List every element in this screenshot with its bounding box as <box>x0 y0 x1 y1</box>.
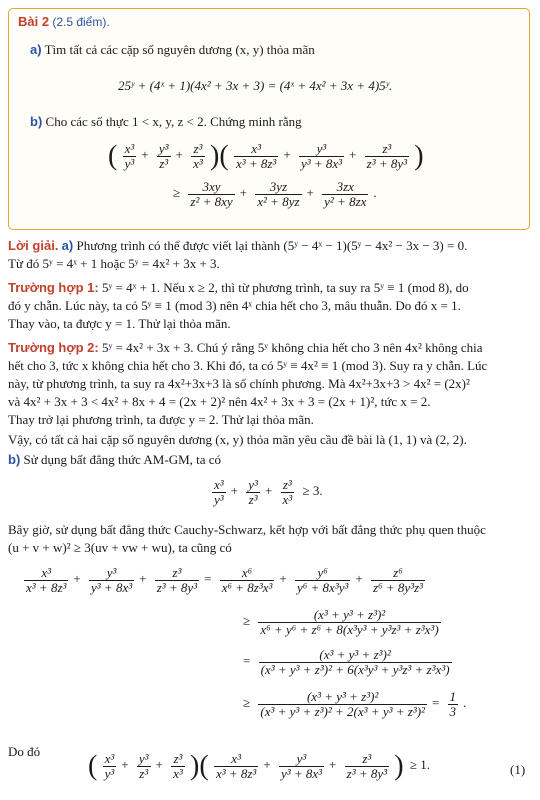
cs-chain-row3 <box>240 648 454 677</box>
math-operator: + <box>230 483 239 499</box>
fraction-numerator: z³ <box>362 751 372 766</box>
fraction-numerator: x³ <box>214 477 224 492</box>
fraction-denominator: y³ <box>124 156 135 171</box>
fraction <box>295 566 350 595</box>
solution-b-label: b) <box>8 452 21 467</box>
fraction <box>258 608 440 637</box>
cs-line1: Bây giờ, sử dụng bất đẳng thức Cauchy-Schwarz, kết hợp với bất đẳng thức phụ quen thuộc <box>8 522 486 537</box>
math-operator: ≥ <box>243 695 251 711</box>
math-operator: = <box>204 571 212 587</box>
math-operator: + <box>121 757 129 773</box>
case1-line1: Trường hợp 1: 5ʸ = 4ˣ + 1. Nếu x ≥ 2, thì từ phương trình, ta suy ra 5ʸ ≡ 1 (mod 8), do <box>8 280 469 295</box>
fraction-denominator: x³ + 8z³ <box>215 766 257 781</box>
math-operator: + <box>264 483 273 499</box>
fraction-numerator: (x³ + y³ + z³)² <box>313 607 386 622</box>
fraction-numerator: z³ <box>172 565 182 580</box>
fraction-denominator: y³ <box>104 766 115 781</box>
cs-chain-row1 <box>22 566 427 595</box>
part-a-prompt <box>30 42 315 58</box>
fraction <box>246 478 260 507</box>
fraction-denominator: x⁶ + y⁶ + z⁶ + 8(x³y³ + y³z³ + z³x³) <box>260 622 439 637</box>
math-operator: + <box>279 571 287 587</box>
equation-number: (1) <box>510 762 526 777</box>
fraction-denominator: y³ + 8x³ <box>280 766 323 781</box>
math-operator: + <box>329 757 337 773</box>
math-operator: = <box>431 695 440 711</box>
solution-a-label: a) <box>61 238 74 253</box>
problem-points: (2.5 điểm). <box>52 15 110 29</box>
fraction <box>371 566 425 595</box>
conclusion: Vậy, có tất cả hai cặp số nguyên dương (x, y) thỏa mãn yêu cầu đề bài là (1, 1) và (2, 2). <box>8 432 467 447</box>
fraction-denominator: (x³ + y³ + z³)² + 2(x³ + y³ + z³)² <box>260 704 425 719</box>
math-operator: ) <box>414 140 424 172</box>
math-operator: ≥ 3. <box>302 483 323 499</box>
fraction <box>214 752 258 781</box>
math-operator: + <box>263 757 271 773</box>
solution-heading: Lời giải. <box>8 238 59 253</box>
fraction-numerator: y³ <box>158 141 169 156</box>
fraction-denominator: x³ + 8z³ <box>235 156 277 171</box>
fraction-denominator: x⁶ + 8z³x³ <box>221 580 273 595</box>
inequality-b-line2 <box>170 180 380 209</box>
frac-b3 <box>365 142 409 171</box>
fraction-denominator: y⁶ + 8x³y³ <box>296 580 349 595</box>
math-operator: + <box>349 147 357 163</box>
fraction-numerator: x³ <box>124 141 135 156</box>
fraction-numerator: x³ <box>104 751 115 766</box>
amgm-inequality <box>210 478 326 507</box>
fraction-numerator: y³ <box>296 751 307 766</box>
math-operator: + <box>141 147 149 163</box>
case2-line2: hết cho 3, tức x không chia hết cho 3. Khi đó, ta có 5ʸ ≡ 4x² ≡ 1 (mod 3). Suy ra y chẵn. Lúc <box>8 358 488 373</box>
fraction <box>258 690 427 719</box>
fraction-denominator: x² + 8yz <box>257 194 300 209</box>
frac-b2 <box>299 142 344 171</box>
fraction <box>259 648 452 677</box>
inequality-b-line1 <box>108 142 424 171</box>
case2-line1: Trường hợp 2: 5ʸ = 4x² + 3x + 3. Chú ý rằng 5ʸ không chia hết cho 3 nên 4x² không chia <box>8 340 483 355</box>
math-operator: + <box>155 757 163 773</box>
fraction <box>279 752 324 781</box>
fraction <box>155 566 199 595</box>
math-operator: + <box>175 147 183 163</box>
fraction <box>24 566 68 595</box>
fraction-denominator: z³ <box>246 492 260 507</box>
math-operator: = <box>243 653 251 669</box>
fraction-denominator: z³ + 8y³ <box>156 580 198 595</box>
case2-label: Trường hợp 2: <box>8 340 99 355</box>
fraction-denominator: 3 <box>449 704 457 719</box>
part-b-text: Cho các số thực 1 < x, y, z < 2. Chứng minh rằng <box>45 114 302 129</box>
fraction-denominator: z³ <box>137 766 151 781</box>
math-operator: + <box>306 185 314 201</box>
fraction-numerator: x⁶ <box>241 565 253 580</box>
fraction-numerator: z³ <box>282 477 292 492</box>
fraction-numerator: x³ <box>231 751 241 766</box>
fraction-denominator: x³ <box>193 156 203 171</box>
fraction-numerator: y⁶ <box>317 565 328 580</box>
fraction <box>448 690 459 719</box>
frac-y3-z3 <box>157 142 171 171</box>
part-a-text: Tìm tất cả các cặp số nguyên dương (x, y) thỏa mãn <box>44 42 315 57</box>
math-operator: + <box>73 571 81 587</box>
part-b-prompt <box>30 114 302 130</box>
problem-title: Bài 2 <box>18 14 50 29</box>
fraction-denominator: z³ + 8y³ <box>366 156 408 171</box>
fraction-numerator: z³ <box>173 751 183 766</box>
fraction-denominator: x³ + 8z³ <box>26 580 67 595</box>
math-operator: ( <box>108 140 118 172</box>
fraction <box>171 752 185 781</box>
fraction-denominator: z⁶ + 8y³z³ <box>372 580 423 595</box>
frac-3yz <box>255 180 301 209</box>
fraction-denominator: y³ <box>214 492 224 507</box>
fraction-numerator: y³ <box>248 477 258 492</box>
fraction <box>281 478 295 507</box>
fraction <box>103 752 117 781</box>
case2-line3: này, từ phương trình, ta suy ra 4x²+3x+3 là số chính phương. Mà 4x²+3x+3 > 4x² = (2x)² <box>8 376 470 391</box>
fraction-numerator: 1 <box>449 689 457 704</box>
case1-line2: đó y chẵn. Lúc này, ta có 5ʸ ≡ 1 (mod 3) nên 4ˣ chia hết cho 3, mâu thuẫn. Do đó x = 1. <box>8 298 461 313</box>
fraction <box>137 752 151 781</box>
fraction-numerator: y³ <box>106 565 117 580</box>
fraction-numerator: x³ <box>41 565 52 580</box>
math-operator: ≥ <box>243 613 251 629</box>
fraction-numerator: y³ <box>316 141 327 156</box>
fraction-numerator: (x³ + y³ + z³)² <box>319 647 391 662</box>
fraction <box>345 752 389 781</box>
fraction-numerator: z³ <box>193 141 203 156</box>
fraction-denominator: y³ + 8x³ <box>91 580 133 595</box>
math-operator: ≥ 1. <box>409 757 431 773</box>
fraction-numerator: 3xy <box>202 179 221 194</box>
math-operator: . <box>373 185 377 201</box>
solution-line1: Lời giải. a) Phương trình có thể được viết lại thành (5ʸ − 4ˣ − 1)(5ʸ − 4x² − 3x − 3) = 0. <box>8 238 468 253</box>
fraction-numerator: 3yz <box>269 179 288 194</box>
fraction-denominator: y³ + 8x³ <box>300 156 343 171</box>
case1-line3: Thay vào, ta được y = 1. Thử lại thỏa mãn. <box>8 316 231 331</box>
fraction-numerator: z⁶ <box>393 565 403 580</box>
fraction-numerator: 3zx <box>336 179 354 194</box>
math-operator: + <box>283 147 291 163</box>
part-b-intro: b) Sử dụng bất đẳng thức AM-GM, ta có <box>8 452 222 467</box>
frac-x3-y3 <box>123 142 137 171</box>
equation-a: 25ʸ + (4ˣ + 1)(4x² + 3x + 3) = (4ˣ + 4x² + 3x + 4)5ʸ. <box>118 78 393 93</box>
fraction-denominator: x³ <box>173 766 183 781</box>
fraction-denominator: z³ <box>157 156 171 171</box>
fraction <box>220 566 275 595</box>
fraction-numerator: (x³ + y³ + z³)² <box>306 689 379 704</box>
cs-line2: (u + v + w)² ≥ 3(uv + vw + wu), ta cũng có <box>8 540 232 555</box>
part-a-label: a) <box>30 42 42 57</box>
fraction <box>212 478 226 507</box>
fraction-denominator: z³ + 8y³ <box>346 766 388 781</box>
do-do: Do đó <box>8 744 41 759</box>
frac-3zx <box>322 180 368 209</box>
part-b-label: b) <box>30 114 43 129</box>
math-operator: + <box>239 185 248 201</box>
case1-label: Trường hợp 1: <box>8 280 99 295</box>
final-inequality <box>88 752 433 781</box>
math-operator: + <box>139 571 147 587</box>
fraction-numerator: z³ <box>382 141 392 156</box>
math-operator: )( <box>210 140 229 172</box>
cs-chain-row4 <box>240 690 469 719</box>
case2-line4: và 4x² + 3x + 3 < 4x² + 8x + 4 = (2x + 2)² nên 4x² + 3x + 3 = (2x + 1)², tức x = 2. <box>8 394 431 409</box>
math-operator: ( <box>88 750 98 782</box>
fraction-denominator: (x³ + y³ + z³)² + 6(x³y³ + y³z³ + z³x³) <box>260 662 450 677</box>
solution-line2: Từ đó 5ʸ = 4ˣ + 1 hoặc 5ʸ = 4x² + 3x + 3. <box>8 256 220 271</box>
fraction-denominator: x³ <box>282 492 293 507</box>
math-operator: . <box>463 695 467 711</box>
fraction-numerator: y³ <box>138 751 149 766</box>
frac-b1 <box>234 142 278 171</box>
fraction-denominator: y² + 8zx <box>324 194 367 209</box>
case2-line5: Thay trở lại phương trình, ta được y = 2. Thử lại thỏa mãn. <box>8 412 314 427</box>
frac-z3-x3 <box>191 142 205 171</box>
cs-chain-row2 <box>240 608 443 637</box>
math-operator: + <box>355 571 363 587</box>
math-operator: ) <box>394 750 404 782</box>
problem-header <box>18 14 110 30</box>
fraction-denominator: z² + 8xy <box>190 194 233 209</box>
math-operator: )( <box>190 750 209 782</box>
math-operator: ≥ <box>173 185 181 201</box>
frac-3xy <box>188 180 234 209</box>
fraction-numerator: x³ <box>251 141 261 156</box>
fraction <box>89 566 134 595</box>
